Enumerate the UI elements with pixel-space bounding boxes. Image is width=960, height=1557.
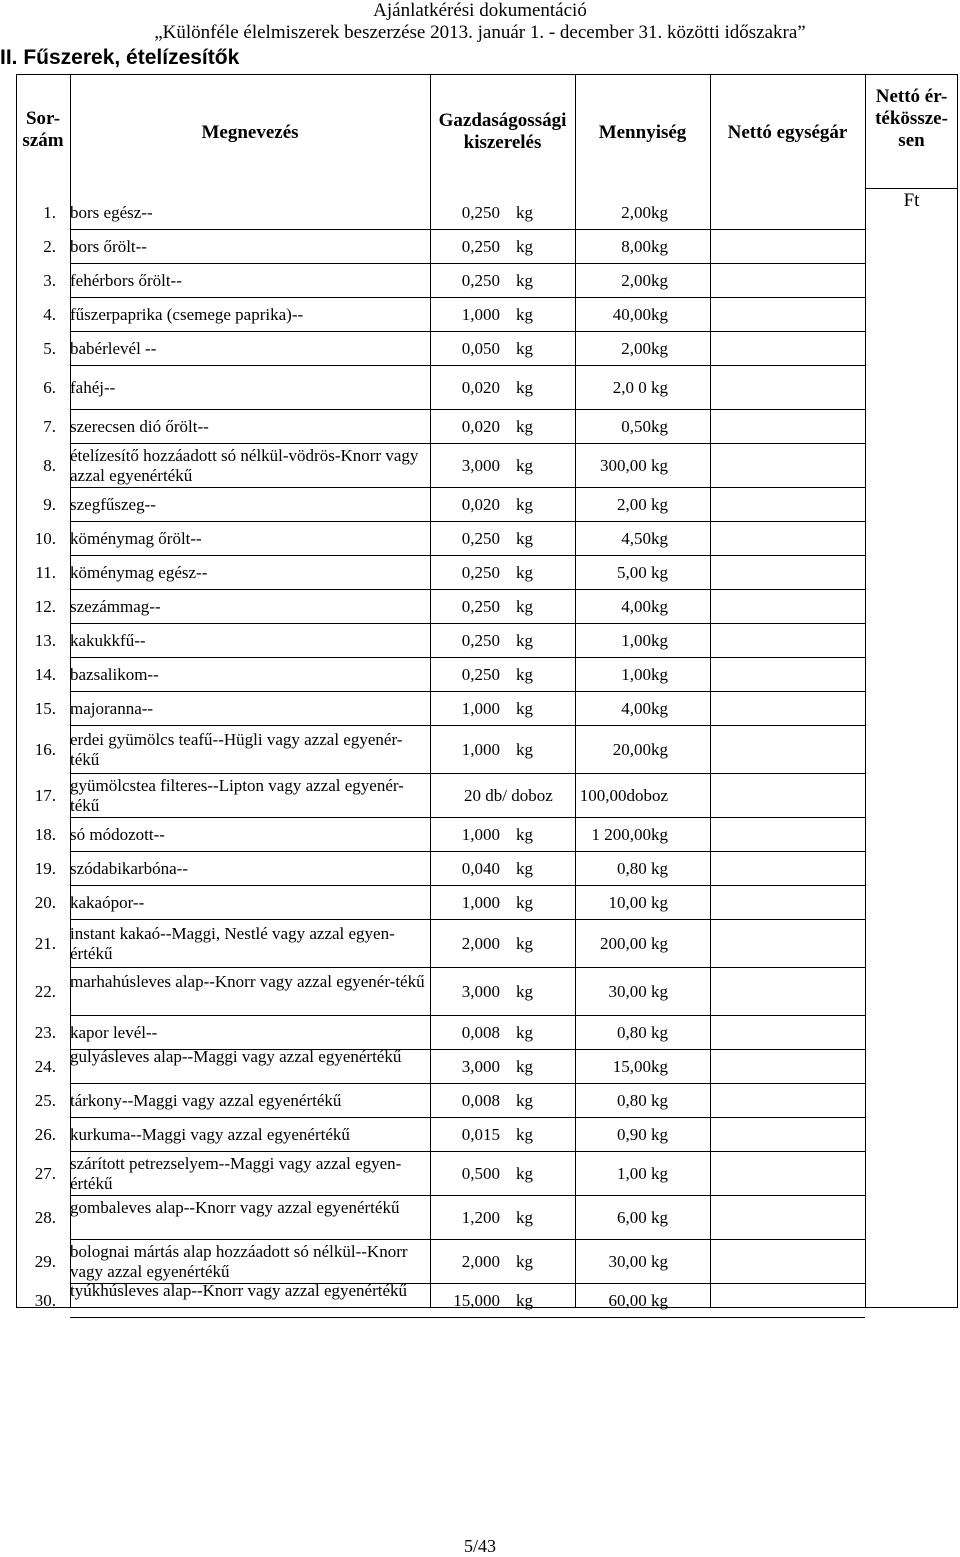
item-name: szárított petrezselyem--Maggi vagy azzal egyen-értékű: [70, 1154, 402, 1193]
row-number: 22.: [34, 982, 56, 1001]
item-name: tárkony--Maggi vagy azzal egyenértékű: [70, 1091, 342, 1110]
item-name: fehérbors őrölt--: [70, 271, 182, 290]
pack-unit: kg: [516, 982, 533, 1001]
pack-size: 15,000: [453, 1291, 500, 1310]
pack-size: 0,250: [461, 529, 500, 548]
row-number: 30.: [34, 1291, 56, 1310]
row-number: 12.: [34, 597, 56, 616]
pack-unit: kg: [516, 1208, 533, 1227]
table-row: [0, 488, 960, 522]
pack-size: 20 db/ doboz: [464, 786, 553, 805]
pack-unit: kg: [516, 893, 533, 912]
table-row: [0, 1196, 960, 1240]
quantity-amount: 100,00doboz: [579, 786, 668, 805]
quantity-amount: 60,00 kg: [608, 1291, 668, 1310]
quantity-amount: 20,00kg: [612, 740, 668, 759]
pack-size: 0,250: [461, 271, 500, 290]
pack-unit: kg: [516, 271, 533, 290]
quantity-amount: 4,00kg: [621, 597, 668, 616]
item-name: szerecsen dió őrölt--: [70, 417, 209, 436]
table-row: [0, 230, 960, 264]
table-row: [0, 1118, 960, 1152]
row-number: 20.: [34, 893, 56, 912]
row-number: 27.: [34, 1164, 56, 1183]
ft-divider: [865, 188, 958, 189]
quantity-amount: 2,00kg: [621, 339, 668, 358]
pack-unit: kg: [516, 597, 533, 616]
table-row: [0, 658, 960, 692]
quantity-amount: 2,00kg: [621, 271, 668, 290]
col-header-egysegar: Nettó egységár: [727, 122, 848, 143]
table-row: [0, 692, 960, 726]
pack-unit: kg: [516, 740, 533, 759]
table-row: [0, 886, 960, 920]
row-number: 6.: [43, 378, 56, 397]
quantity-amount: 200,00 kg: [600, 934, 668, 953]
pack-size: 0,250: [461, 237, 500, 256]
item-name: instant kakaó--Maggi, Nestlé vagy azzal egyen-értékű: [70, 924, 395, 963]
table-row: [0, 968, 960, 1016]
table-row: [0, 444, 960, 488]
item-name: ételízesítő hozzáadott só nélkül-vödrös-Knorr vagy azzal egyenértékű: [70, 446, 419, 485]
quantity-amount: 4,00kg: [621, 699, 668, 718]
quantity-amount: 0,80 kg: [617, 1091, 668, 1110]
row-number: 26.: [34, 1125, 56, 1144]
table-row: [0, 818, 960, 852]
pack-unit: kg: [516, 495, 533, 514]
col-header-ertek: Nettó ér- tékössze- sen: [875, 86, 948, 151]
table-row: [0, 264, 960, 298]
pack-size: 3,000: [461, 982, 500, 1001]
pack-size: 0,500: [461, 1164, 500, 1183]
row-number: 29.: [34, 1252, 56, 1271]
table-row: [0, 410, 960, 444]
pack-size: 2,000: [461, 1252, 500, 1271]
quantity-amount: 300,00 kg: [600, 456, 668, 475]
table-row: [0, 298, 960, 332]
row-number: 14.: [34, 665, 56, 684]
table-row: [0, 1084, 960, 1118]
quantity-amount: 10,00 kg: [608, 893, 668, 912]
table-row: [0, 332, 960, 366]
item-name: babérlevél --: [70, 339, 157, 358]
item-name: gyümölcstea filteres--Lipton vagy azzal egyenér-tékű: [70, 776, 404, 815]
pack-size: 1,000: [461, 699, 500, 718]
row-number: 2.: [43, 237, 56, 256]
pack-unit: kg: [516, 1164, 533, 1183]
pack-unit: kg: [516, 1023, 533, 1042]
pack-unit: kg: [516, 1252, 533, 1271]
pack-size: 0,250: [461, 597, 500, 616]
item-name: szezámmag--: [70, 597, 161, 616]
quantity-amount: 1 200,00kg: [591, 825, 668, 844]
item-name: tyúkhúsleves alap--Knorr vagy azzal egyenértékű: [70, 1281, 408, 1300]
pack-size: 0,250: [461, 631, 500, 650]
item-name: marhahúsleves alap--Knorr vagy azzal egyenér-tékű: [70, 972, 425, 991]
col-header-mennyiseg: Mennyiség: [598, 122, 687, 143]
row-number: 5.: [43, 339, 56, 358]
quantity-amount: 0,90 kg: [617, 1125, 668, 1144]
item-name: szódabikarbóna--: [70, 859, 189, 878]
pack-size: 2,000: [461, 934, 500, 953]
pack-size: 0,250: [461, 665, 500, 684]
quantity-amount: 1,00kg: [621, 631, 668, 650]
row-number: 7.: [43, 417, 56, 436]
pack-size: 0,250: [461, 563, 500, 582]
pack-size: 1,000: [461, 305, 500, 324]
quantity-amount: 30,00 kg: [608, 982, 668, 1001]
table-row: [0, 1152, 960, 1196]
row-number: 3.: [43, 271, 56, 290]
pack-size: 1,200: [461, 1208, 500, 1227]
pack-size: 0,020: [461, 495, 500, 514]
row-number: 24.: [34, 1057, 56, 1076]
table-row: [0, 522, 960, 556]
pack-unit: kg: [516, 631, 533, 650]
row-number: 28.: [34, 1208, 56, 1227]
pack-unit: kg: [516, 563, 533, 582]
item-name: köménymag őrölt--: [70, 529, 202, 548]
table-row: [0, 726, 960, 774]
pack-size: 3,000: [461, 456, 500, 475]
pack-size: 0,015: [461, 1125, 500, 1144]
quantity-amount: 0,80 kg: [617, 859, 668, 878]
item-name: majoranna--: [70, 699, 154, 718]
col-header-sorszam: Sor- szám: [22, 108, 64, 151]
table-row: [0, 774, 960, 818]
col-header-ft: Ft: [903, 190, 920, 211]
pack-unit: kg: [516, 237, 533, 256]
item-name: gulyásleves alap--Maggi vagy azzal egyenértékű: [70, 1047, 402, 1066]
quantity-amount: 4,50kg: [621, 529, 668, 548]
document-header-line2: „Különféle élelmiszerek beszerzése 2013. január 1. - december 31. közötti időszakra”: [154, 22, 806, 43]
pack-size: 0,050: [461, 339, 500, 358]
pack-size: 0,008: [461, 1023, 500, 1042]
item-name: fűszerpaprika (csemege paprika)--: [70, 305, 304, 324]
quantity-amount: 15,00kg: [612, 1057, 668, 1076]
col-header-kiszereles: Gazdaságossági kiszerelés: [438, 110, 567, 153]
item-name: bors egész--: [70, 203, 153, 222]
quantity-amount: 6,00 kg: [617, 1208, 668, 1227]
pack-unit: kg: [516, 699, 533, 718]
pack-unit: kg: [516, 1291, 533, 1310]
quantity-amount: 40,00kg: [612, 305, 668, 324]
quantity-amount: 2,00 kg: [617, 495, 668, 514]
table-row: [0, 920, 960, 968]
item-name: kakukkfű--: [70, 631, 146, 650]
row-number: 15.: [34, 699, 56, 718]
pack-unit: kg: [516, 529, 533, 548]
item-name: bazsalikom--: [70, 665, 159, 684]
pack-size: 1,000: [461, 825, 500, 844]
item-name: szegfűszeg--: [70, 495, 156, 514]
table-row: [0, 1047, 960, 1084]
pack-size: 0,020: [461, 378, 500, 397]
pack-unit: kg: [516, 378, 533, 397]
table-row: [0, 196, 960, 230]
item-name: kurkuma--Maggi vagy azzal egyenértékű: [70, 1125, 350, 1144]
quantity-amount: 2,0 0 kg: [612, 378, 668, 397]
quantity-amount: 2,00kg: [621, 203, 668, 222]
item-name: köménymag egész--: [70, 563, 208, 582]
row-number: 19.: [34, 859, 56, 878]
row-number: 4.: [43, 305, 56, 324]
row-number: 8.: [43, 456, 56, 475]
item-name: bors őrölt--: [70, 237, 147, 256]
pack-unit: kg: [516, 825, 533, 844]
pack-unit: kg: [516, 305, 533, 324]
pack-size: 0,008: [461, 1091, 500, 1110]
row-number: 18.: [34, 825, 56, 844]
page-number: 5/43: [463, 1536, 496, 1556]
quantity-amount: 1,00 kg: [617, 1164, 668, 1183]
item-name: bolognai mártás alap hozzáadott só nélkül--Knorr vagy azzal egyenértékű: [70, 1242, 408, 1281]
pack-unit: kg: [516, 1091, 533, 1110]
pack-unit: kg: [516, 417, 533, 436]
pack-size: 1,000: [461, 893, 500, 912]
table-row: [0, 1240, 960, 1284]
col-header-megnevezes: Megnevezés: [201, 122, 299, 143]
row-separator: [70, 1317, 865, 1318]
pack-size: 0,250: [461, 203, 500, 222]
item-name: kapor levél--: [70, 1023, 158, 1042]
row-number: 25.: [34, 1091, 56, 1110]
pack-unit: kg: [516, 456, 533, 475]
table-row: [0, 1281, 960, 1318]
pack-unit: kg: [516, 203, 533, 222]
pack-unit: kg: [516, 339, 533, 358]
row-number: 9.: [43, 495, 56, 514]
pack-unit: kg: [516, 934, 533, 953]
quantity-amount: 0,50kg: [621, 417, 668, 436]
table-row: [0, 366, 960, 410]
table-row: [0, 852, 960, 886]
item-name: kakaópor--: [70, 893, 145, 912]
section-title: II. Fűszerek, ételízesítők: [0, 46, 240, 69]
pack-size: 3,000: [461, 1057, 500, 1076]
quantity-amount: 30,00 kg: [608, 1252, 668, 1271]
quantity-amount: 0,80 kg: [617, 1023, 668, 1042]
row-number: 10.: [34, 529, 56, 548]
row-number: 13.: [34, 631, 56, 650]
item-name: só módozott--: [70, 825, 165, 844]
pack-unit: kg: [516, 1125, 533, 1144]
pack-size: 0,040: [461, 859, 500, 878]
table-row: [0, 556, 960, 590]
quantity-amount: 5,00 kg: [617, 563, 668, 582]
table-row: [0, 624, 960, 658]
pack-size: 0,020: [461, 417, 500, 436]
row-number: 23.: [34, 1023, 56, 1042]
item-name: gombaleves alap--Knorr vagy azzal egyenértékű: [70, 1198, 400, 1217]
pack-unit: kg: [516, 665, 533, 684]
item-name: fahéj--: [70, 378, 116, 397]
row-number: 16.: [34, 740, 56, 759]
row-number: 17.: [34, 786, 56, 805]
table-row: [0, 1016, 960, 1050]
quantity-amount: 1,00kg: [621, 665, 668, 684]
row-number: 21.: [34, 934, 56, 953]
row-number: 1.: [43, 203, 56, 222]
document-header-line1: Ajánlatkérési dokumentáció: [373, 0, 587, 21]
table-row: [0, 590, 960, 624]
pack-unit: kg: [516, 1057, 533, 1076]
pack-size: 1,000: [461, 740, 500, 759]
quantity-amount: 8,00kg: [621, 237, 668, 256]
item-name: erdei gyümölcs teafű--Hügli vagy azzal egyenér-tékű: [70, 730, 403, 769]
row-number: 11.: [35, 563, 56, 582]
pack-unit: kg: [516, 859, 533, 878]
